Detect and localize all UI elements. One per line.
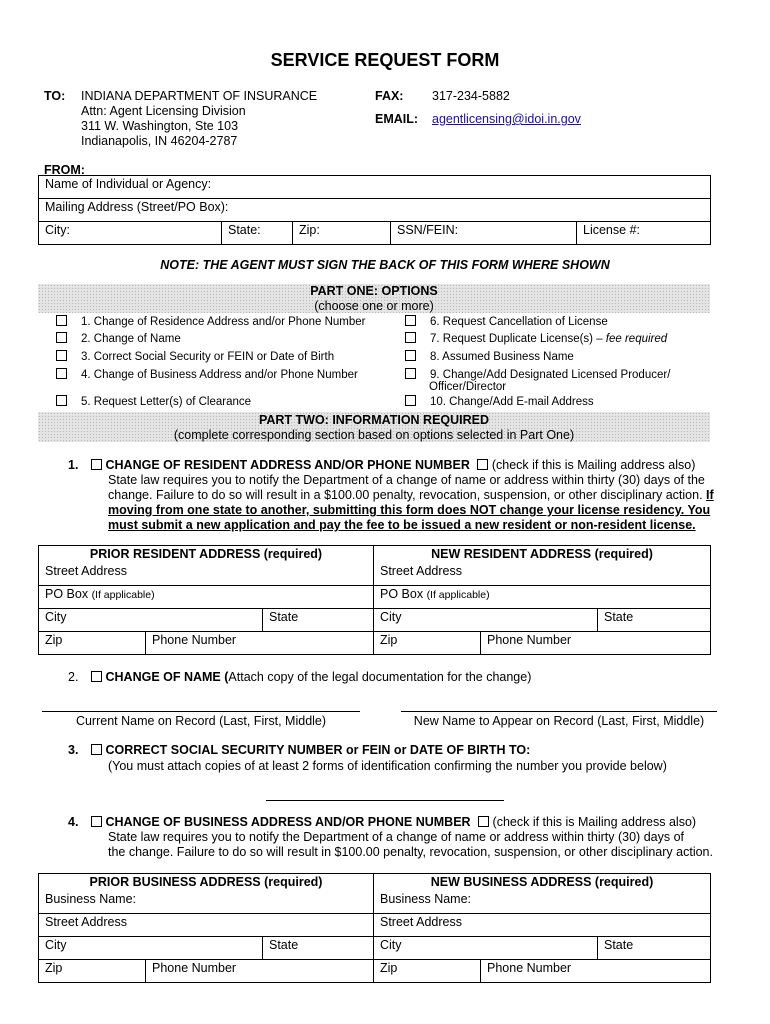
section-2-instruction: Attach copy of the legal documentation for the change) xyxy=(228,670,532,684)
prior-business-street[interactable]: Street Address xyxy=(39,914,374,937)
new-name-label: New Name to Appear on Record (Last, First, Middle) xyxy=(413,714,705,728)
new-business-header: NEW BUSINESS ADDRESS (required) xyxy=(374,874,711,891)
section-1-title-row xyxy=(91,458,695,472)
new-resident-state[interactable]: State xyxy=(598,609,711,632)
new-resident-po-box[interactable] xyxy=(374,586,711,609)
new-resident-zip[interactable]: Zip xyxy=(374,632,481,655)
section-1-title: CHANGE OF RESIDENT ADDRESS AND/OR PHONE NUMBER xyxy=(105,458,470,472)
prior-business-state[interactable]: State xyxy=(263,937,374,960)
part-two-heading: PART TWO: INFORMATION REQUIRED xyxy=(258,413,490,427)
section-1-mailing-note: (check if this is Mailing address also) xyxy=(491,458,696,472)
section-4-line-2: the change. Failure to do so will result in $100.00 penalty, revocation, suspension, or other disciplinary action. xyxy=(108,845,713,859)
new-business-street[interactable]: Street Address xyxy=(374,914,711,937)
from-label: FROM: xyxy=(44,163,85,177)
section-2-number: 2. xyxy=(68,670,79,684)
section-3-number: 3. xyxy=(68,743,79,757)
fax-number: 317-234-5882 xyxy=(432,89,510,103)
prior-resident-zip[interactable]: Zip xyxy=(39,632,146,655)
new-resident-city[interactable]: City xyxy=(374,609,598,632)
prior-resident-street[interactable]: Street Address xyxy=(39,563,374,586)
option-1-checkbox[interactable] xyxy=(56,315,67,326)
prior-business-phone[interactable]: Phone Number xyxy=(146,960,374,983)
section-4-instructions xyxy=(108,830,723,860)
po-box-label: PO Box xyxy=(45,587,89,601)
prior-resident-phone[interactable]: Phone Number xyxy=(146,632,374,655)
email-label: EMAIL: xyxy=(375,112,419,126)
fee-required-note: fee required xyxy=(605,333,668,345)
option-7-checkbox[interactable] xyxy=(405,332,416,343)
to-line-4: Indianapolis, IN 46204-2787 xyxy=(81,134,238,148)
section-1-line-2-text: change. Failure to do so will result in a $100.00 penalty, revocation, suspension, or other disciplinary action. xyxy=(108,488,703,502)
new-business-city[interactable]: City xyxy=(374,937,598,960)
po-box-note: (If applicable) xyxy=(91,589,155,601)
part-one-subheading: (choose one or more) xyxy=(314,299,434,313)
from-mailing-field[interactable]: Mailing Address (Street/PO Box): xyxy=(39,199,711,222)
current-name-label: Current Name on Record (Last, First, Middle) xyxy=(75,714,327,728)
new-name-line[interactable] xyxy=(401,711,717,712)
section-1-line-3: moving from one state to another, submitting this form does NOT change your license residency. You xyxy=(108,503,711,517)
prior-business-header: PRIOR BUSINESS ADDRESS (required) xyxy=(39,874,374,891)
option-10 xyxy=(405,395,594,408)
section-1-mailing-checkbox[interactable] xyxy=(477,459,488,470)
option-6 xyxy=(405,315,608,328)
option-2 xyxy=(56,332,181,345)
section-3-entry-line[interactable] xyxy=(266,800,504,801)
new-business-zip[interactable]: Zip xyxy=(374,960,481,983)
option-1 xyxy=(56,315,366,328)
section-4-checkbox[interactable] xyxy=(91,816,102,827)
new-business-state[interactable]: State xyxy=(598,937,711,960)
resident-address-table xyxy=(38,545,711,655)
option-6-checkbox[interactable] xyxy=(405,315,416,326)
option-7-label: 7. Request Duplicate License(s) – xyxy=(430,333,603,345)
business-address-table xyxy=(38,873,711,983)
option-8-checkbox[interactable] xyxy=(405,350,416,361)
po-box-note: (If applicable) xyxy=(426,589,490,601)
section-2-checkbox[interactable] xyxy=(91,671,102,682)
option-8 xyxy=(405,350,574,363)
prior-resident-po-box[interactable] xyxy=(39,586,374,609)
section-3-title: CORRECT SOCIAL SECURITY NUMBER or FEIN or DATE OF BIRTH TO: xyxy=(105,743,531,757)
to-line-3: 311 W. Washington, Ste 103 xyxy=(81,119,239,133)
section-1-line-4: must submit a new application and pay the fee to be issued a new resident or non-resident license. xyxy=(108,518,696,532)
new-business-phone[interactable]: Phone Number xyxy=(481,960,711,983)
po-box-label: PO Box xyxy=(380,587,424,601)
section-1-number: 1. xyxy=(68,458,79,472)
option-4-checkbox[interactable] xyxy=(56,368,67,379)
current-name-line[interactable] xyxy=(42,711,360,712)
from-ssn-field[interactable]: SSN/FEIN: xyxy=(391,222,577,245)
from-city-field[interactable]: City: xyxy=(39,222,222,245)
section-2-title-row xyxy=(91,670,531,684)
part-one-heading: PART ONE: OPTIONS xyxy=(310,284,438,298)
option-9 xyxy=(405,368,670,381)
from-zip-field[interactable]: Zip: xyxy=(293,222,391,245)
option-4-label: 4. Change of Business Address and/or Phone Number xyxy=(81,369,358,381)
prior-business-zip[interactable]: Zip xyxy=(39,960,146,983)
prior-business-name[interactable]: Business Name: xyxy=(39,891,374,914)
section-3-checkbox[interactable] xyxy=(91,744,102,755)
prior-resident-city[interactable]: City xyxy=(39,609,263,632)
section-4-line-1: State law requires you to notify the Department of a change of name or address within thirty (30) days of xyxy=(108,830,684,844)
option-8-label: 8. Assumed Business Name xyxy=(430,351,574,363)
to-label: TO: xyxy=(44,89,66,103)
section-4-title-row xyxy=(91,815,696,829)
option-3-checkbox[interactable] xyxy=(56,350,67,361)
to-line-2: Attn: Agent Licensing Division xyxy=(81,104,246,118)
option-5 xyxy=(56,395,251,408)
option-2-label: 2. Change of Name xyxy=(81,333,181,345)
section-4-mailing-note: (check if this is Mailing address also) xyxy=(492,815,697,829)
fax-label: FAX: xyxy=(375,89,404,103)
to-line-1: INDIANA DEPARTMENT OF INSURANCE xyxy=(81,89,318,103)
option-3 xyxy=(56,350,334,363)
section-1-instructions xyxy=(108,473,723,533)
section-3-note: (You must attach copies of at least 2 forms of identification confirming the number you provide below) xyxy=(108,759,667,773)
option-4 xyxy=(56,368,358,381)
option-9-label: 9. Change/Add Designated Licensed Producer/ xyxy=(430,369,671,381)
from-name-field[interactable]: Name of Individual or Agency: xyxy=(39,176,711,199)
from-license-field[interactable]: License #: xyxy=(577,222,711,245)
section-3-title-row xyxy=(91,743,530,757)
section-4-mailing-checkbox[interactable] xyxy=(478,816,489,827)
prior-business-city[interactable]: City xyxy=(39,937,263,960)
agent-sign-note: NOTE: THE AGENT MUST SIGN THE BACK OF THIS FORM WHERE SHOWN xyxy=(160,258,610,272)
section-2-title: CHANGE OF NAME ( xyxy=(105,670,229,684)
option-9-continued: Officer/Director xyxy=(429,381,507,393)
option-5-checkbox[interactable] xyxy=(56,395,67,406)
new-business-name[interactable]: Business Name: xyxy=(374,891,711,914)
from-table xyxy=(38,175,711,245)
section-1-line-1: State law requires you to notify the Department of a change of name or address within thirty (30) days of the xyxy=(108,473,705,487)
prior-resident-header: PRIOR RESIDENT ADDRESS (required) xyxy=(39,546,374,563)
option-2-checkbox[interactable] xyxy=(56,332,67,343)
option-9-checkbox[interactable] xyxy=(405,368,416,379)
option-1-label: 1. Change of Residence Address and/or Phone Number xyxy=(81,316,366,328)
section-1-line-2 xyxy=(108,488,723,503)
option-7 xyxy=(405,332,667,345)
part-two-subheading: (complete corresponding section based on options selected in Part One) xyxy=(173,428,575,442)
prior-resident-state[interactable]: State xyxy=(263,609,374,632)
new-resident-street[interactable]: Street Address xyxy=(374,563,711,586)
option-3-label: 3. Correct Social Security or FEIN or Date of Birth xyxy=(81,351,335,363)
page-title: SERVICE REQUEST FORM xyxy=(270,50,500,70)
section-1-line-2-emphasis: If xyxy=(706,488,714,502)
email-link[interactable]: agentlicensing@idoi.in.gov xyxy=(432,112,581,126)
section-1-checkbox[interactable] xyxy=(91,459,102,470)
section-4-number: 4. xyxy=(68,815,79,829)
section-4-title: CHANGE OF BUSINESS ADDRESS AND/OR PHONE NUMBER xyxy=(105,815,471,829)
option-10-label: 10. Change/Add E-mail Address xyxy=(430,396,594,408)
option-5-label: 5. Request Letter(s) of Clearance xyxy=(81,396,252,408)
new-resident-phone[interactable]: Phone Number xyxy=(481,632,711,655)
from-state-field[interactable]: State: xyxy=(222,222,293,245)
option-6-label: 6. Request Cancellation of License xyxy=(430,316,608,328)
option-10-checkbox[interactable] xyxy=(405,395,416,406)
new-resident-header: NEW RESIDENT ADDRESS (required) xyxy=(374,546,711,563)
